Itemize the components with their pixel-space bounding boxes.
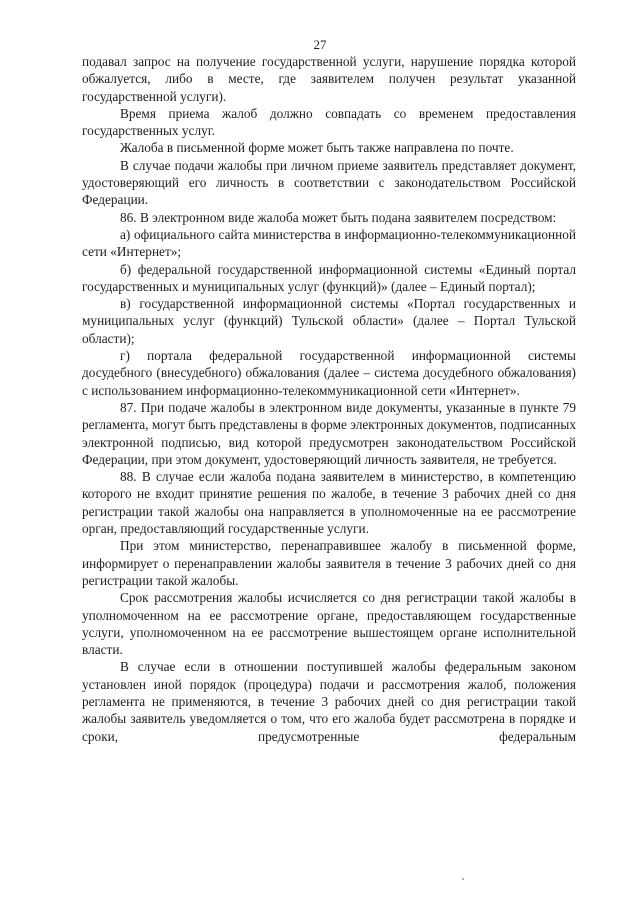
paragraph-personal-reception: В случае подачи жалобы при личном приеме заявитель представляет документ, удостоверяющий его личность в соответствии с законодательством Российской Федерации. xyxy=(82,157,576,208)
paragraph-complaint-reception-time: Время приема жалоб должно совпадать со временем предоставления государственных услуг. xyxy=(82,105,576,139)
list-item-a-ministry-website: а) официального сайта министерства в информационно-телекоммуникационной сети «Интернет»; xyxy=(82,226,576,260)
paragraph-review-period: Срок рассмотрения жалобы исчисляется со дня регистрации такой жалобы в уполномоченном на ее рассмотрение органе, предоставляющем государственные услуги, уполномоченном на ее рассмотрение вышестоящем органе исполнительной власти. xyxy=(82,590,576,658)
list-item-b-unified-portal: б) федеральной государственной информационной системы «Единый портал государственных и муниципальных услуг (функций)» (далее – Единый портал); xyxy=(82,261,576,294)
scan-artifact-dot xyxy=(462,878,464,880)
list-item-d-pretrial-appeal-system: г) портала федеральной государственной информационной системы досудебного (внесудебного) обжалования (далее – система досудебного обжалования) с использованием информационно-телекоммуникационной сети «Интернет». xyxy=(82,348,576,398)
paragraph-87-electronic-documents: 87. При подаче жалобы в электронном виде документы, указанные в пункте 79 регламента, могут быть представлены в форме электронных документов, подписанных электронной подписью, вид которой предусмотрен законодательством Российской Федерации, при этом документ, удостоверяющий личность заявителя, не требуется. xyxy=(82,399,576,467)
paragraph-continuation: подавал запрос на получение государственной услуги, нарушение порядка которой обжалуется, либо в месте, где заявителем получен результат указанной государственной услуги). xyxy=(82,54,576,104)
paragraph-88-redirect-complaint: 88. В случае если жалоба подана заявителем в министерство, в компетенцию которого не входит принятие решения по жалобе, в течение 3 рабочих дней со дня регистрации такой жалобы она направляется в уполномоченные на ее рассмотрение орган, предоставляющий государственные услуги. xyxy=(82,469,576,537)
paragraph-86-electronic-complaint: 86. В электронном виде жалоба может быть подана заявителем посредством: xyxy=(120,209,557,225)
page-number: 27 xyxy=(313,37,327,52)
list-item-c-tula-portal: в) государственной информационной системы «Портал государственных и муниципальных услуг (функций) Тульской области» (далее – Портал Тульской области); xyxy=(82,296,576,346)
paragraph-redirect-notification: При этом министерство, перенаправившее жалобу в письменной форме, информирует о перенаправлении жалобы заявителя в течение 3 рабочих дней со дня регистрации такой жалобы. xyxy=(82,538,576,588)
paragraph-complaint-by-mail: Жалоба в письменной форме может быть также направлена по почте. xyxy=(120,140,514,156)
document-body xyxy=(82,53,576,745)
paragraph-other-procedure: В случае если в отношении поступившей жалобы федеральным законом установлен иной порядок (процедура) подачи и рассмотрения жалоб, положения регламента не применяются, в течение 3 рабочих дней со дня регистрации такой жалобы заявитель уведомляется о том, что его жалоба будет рассмотрена в порядке и сроки, предусмотренные федеральным xyxy=(82,659,576,744)
